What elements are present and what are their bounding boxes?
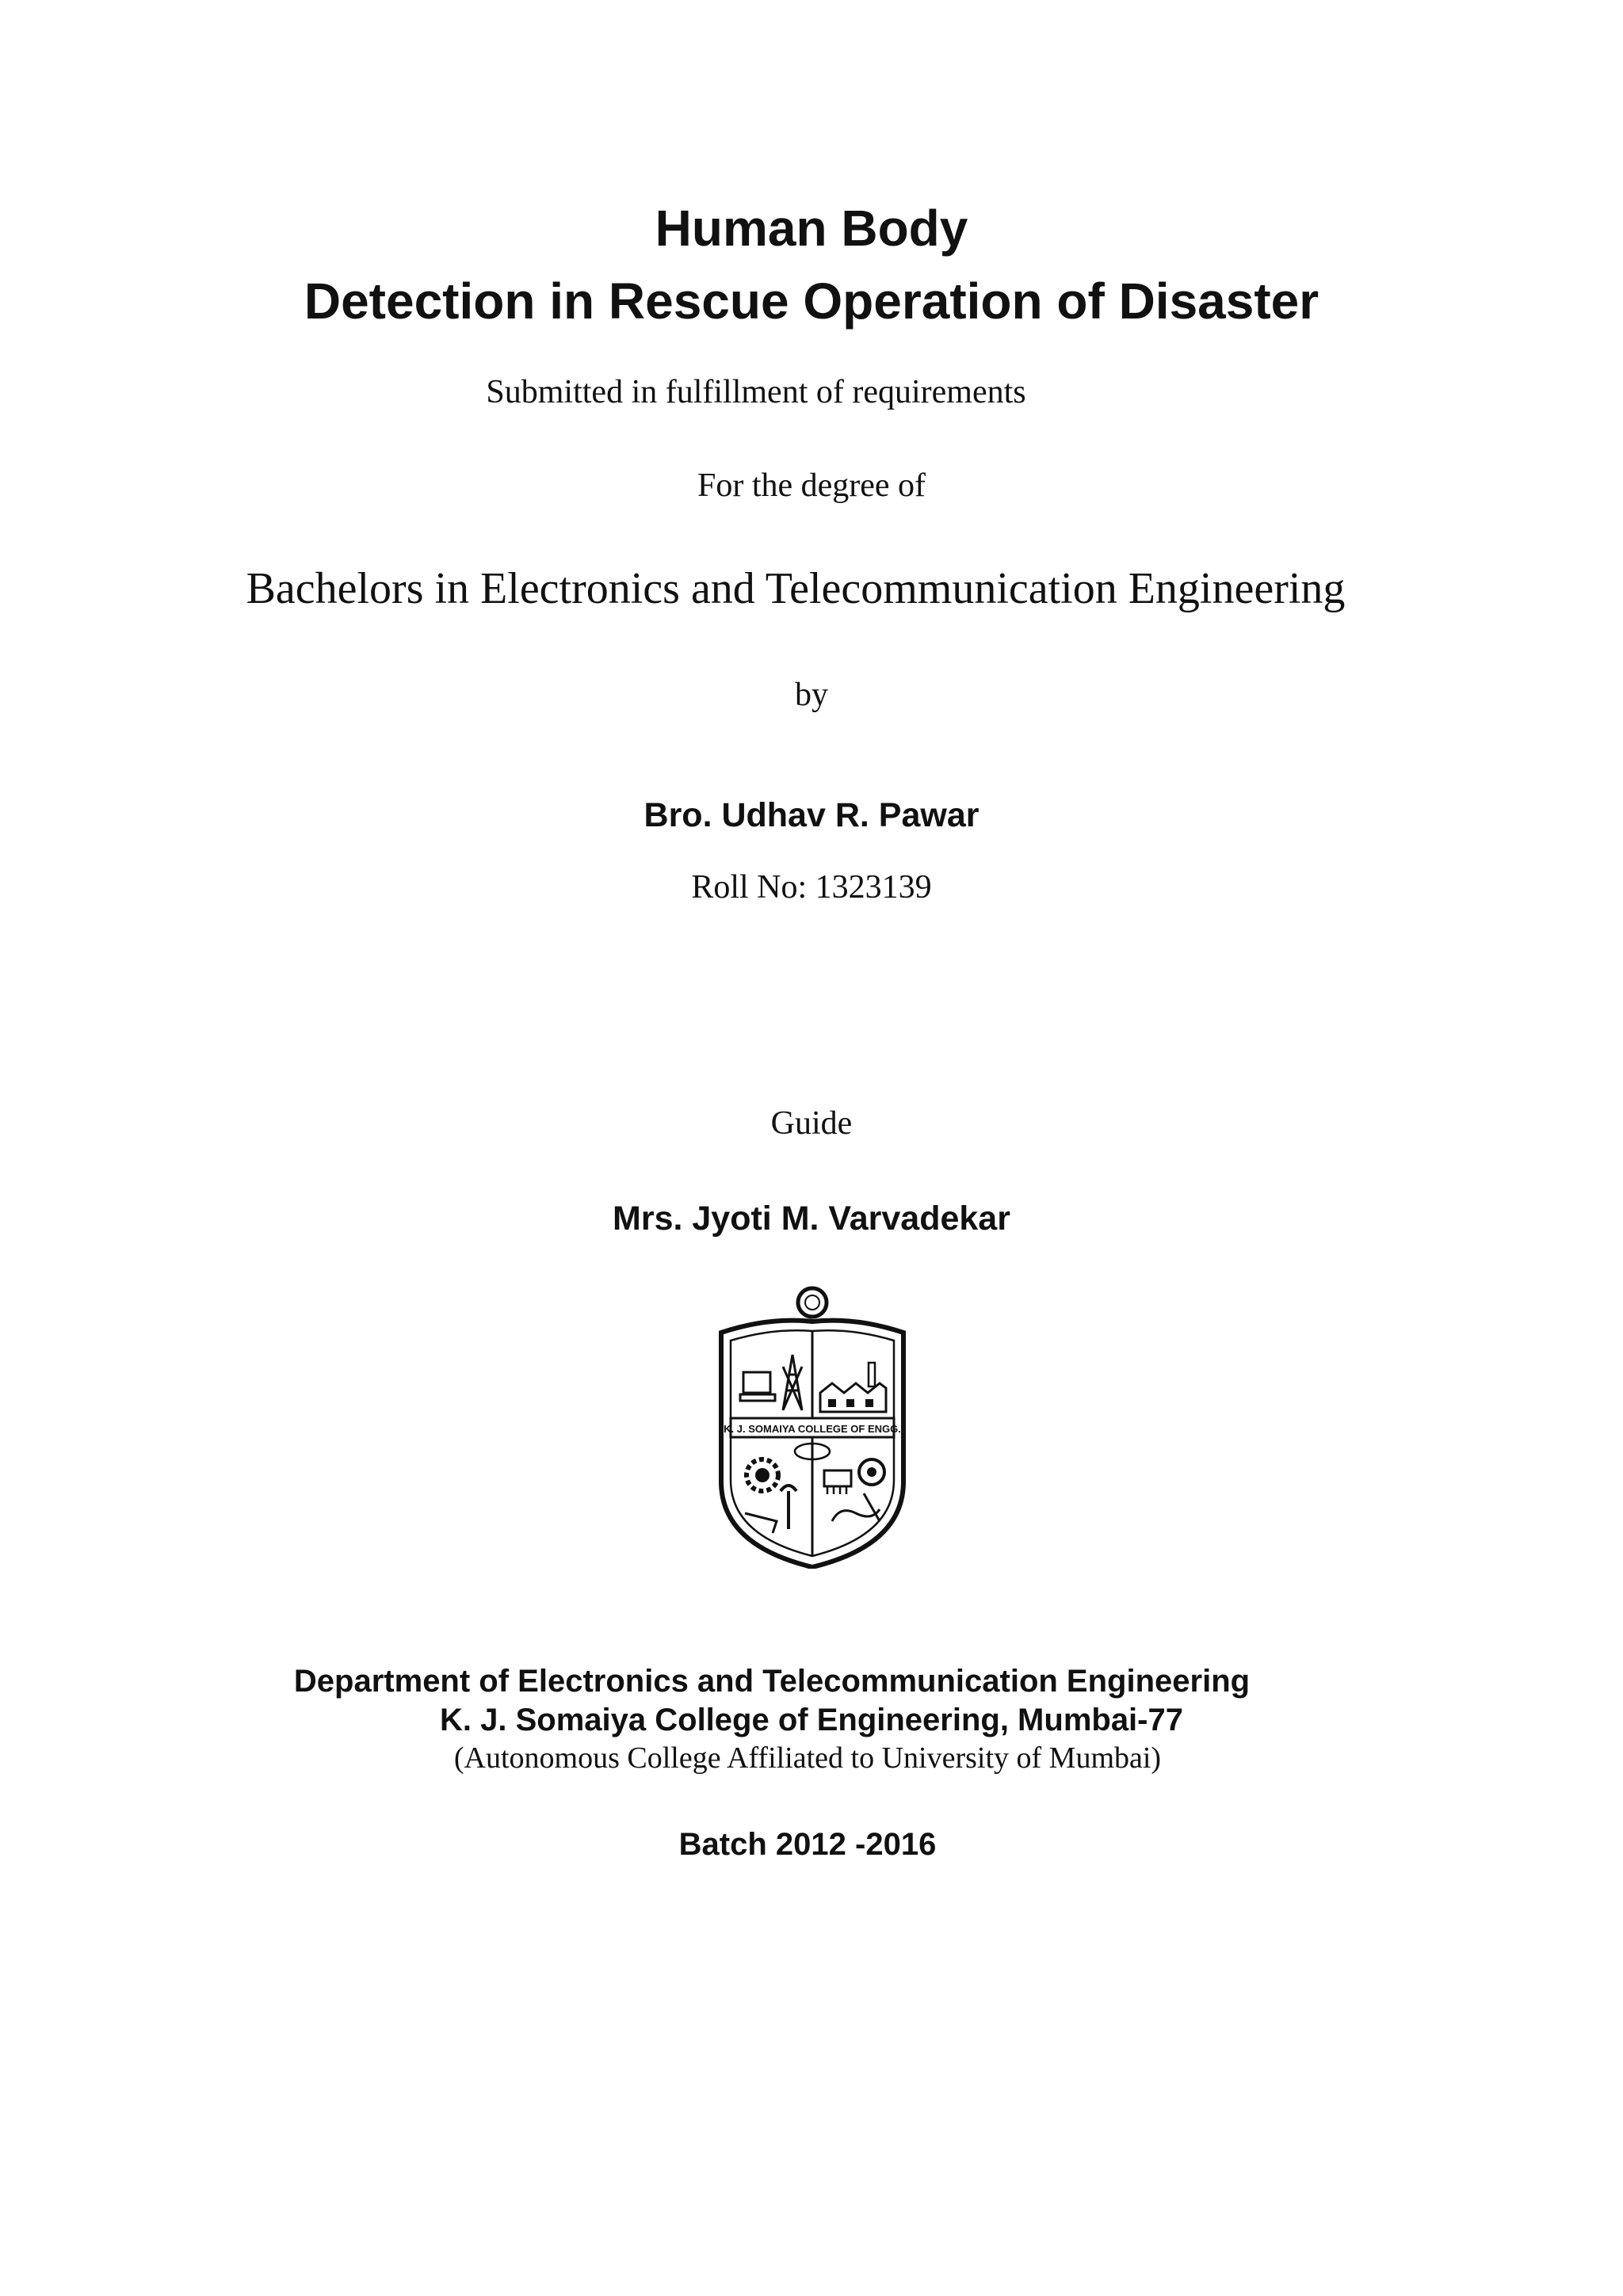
- by-label: by: [795, 677, 828, 713]
- svg-text:K. J. SOMAIYA COLLEGE OF ENGG.: K. J. SOMAIYA COLLEGE OF ENGG.: [724, 1423, 901, 1435]
- degree-name: Bachelors in Electronics and Telecommunication Engineering: [246, 564, 1346, 613]
- degree-intro: For the degree of: [697, 467, 926, 504]
- submission-statement: Submitted in fulfillment of requirements: [486, 374, 1026, 410]
- college-name: K. J. Somaiya College of Engineering, Mumbai-77: [440, 1703, 1183, 1737]
- title-line-1: Human Body: [655, 200, 968, 257]
- batch-label: Batch 2012 -2016: [678, 1827, 937, 1862]
- college-crest-icon: [713, 1283, 911, 1569]
- guide-label: Guide: [770, 1105, 853, 1142]
- department-name: Department of Electronics and Telecommunication Engineering: [293, 1664, 1251, 1699]
- title-line-2: Detection in Rescue Operation of Disaster: [304, 273, 1319, 330]
- guide-name: Mrs. Jyoti M. Varvadekar: [613, 1199, 1010, 1238]
- college-affiliation: (Autonomous College Affiliated to University of Mumbai): [453, 1741, 1162, 1775]
- roll-number: Roll No: 1323139: [691, 869, 932, 906]
- student-name: Bro. Udhav R. Pawar: [643, 796, 980, 834]
